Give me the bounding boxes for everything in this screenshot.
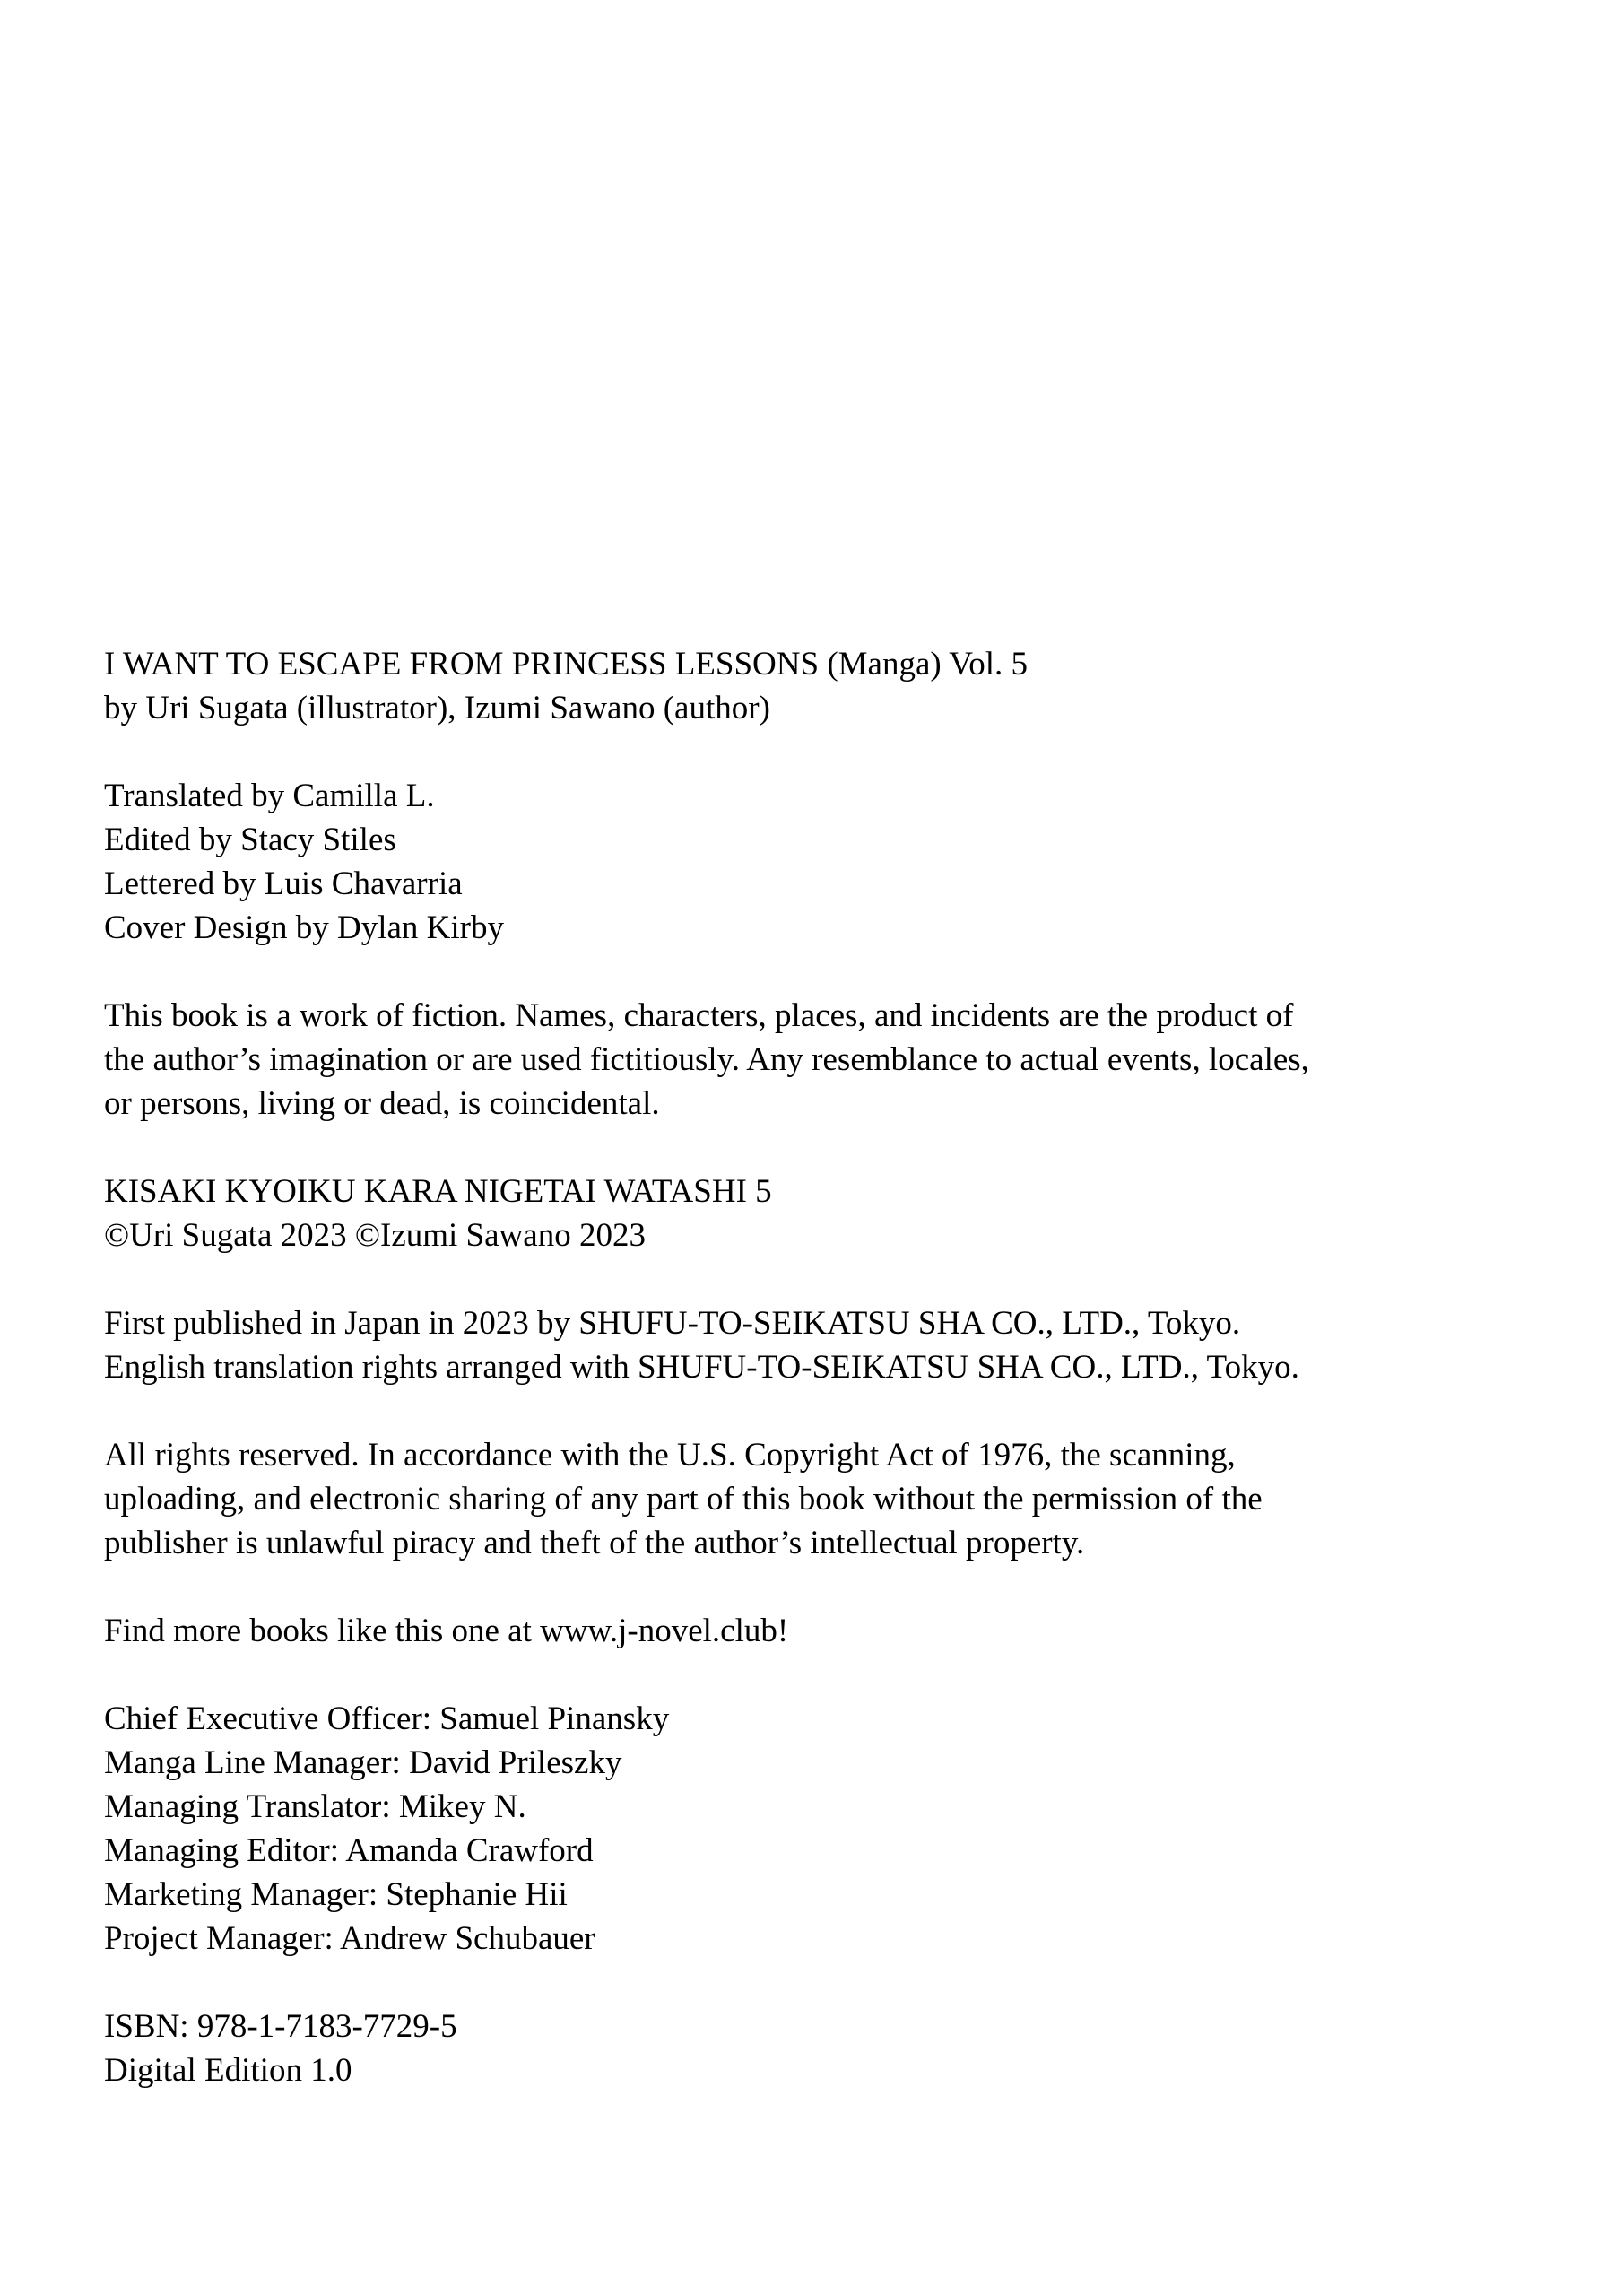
colophon-text-block	[104, 642, 1503, 2092]
fiction-disclaimer-block	[104, 994, 1503, 1126]
staff-managing-translator: Managing Translator: Mikey N.	[104, 1788, 526, 1825]
rights-notice-block	[104, 1433, 1503, 1565]
publication-block	[104, 1301, 1503, 1389]
edition-block	[104, 2005, 1503, 2092]
publication-line: English translation rights arranged with SHUFU-TO-SEIKATSU SHA CO., LTD., Tokyo.	[104, 1349, 1299, 1386]
copyright-line: ©Uri Sugata 2023 ©Izumi Sawano 2023	[104, 1217, 646, 1254]
isbn-line: ISBN: 978-1-7183-7729-5	[104, 2008, 457, 2045]
credit-cover-designer: Cover Design by Dylan Kirby	[104, 909, 504, 946]
staff-managing-editor: Managing Editor: Amanda Crawford	[104, 1832, 594, 1869]
find-more-line: Find more books like this one at www.j-novel.club!	[104, 1613, 789, 1649]
publication-line: First published in Japan in 2023 by SHUFU-TO-SEIKATSU SHA CO., LTD., Tokyo.	[104, 1305, 1241, 1342]
rights-notice-line: uploading, and electronic sharing of any part of this book without the permission of the	[104, 1481, 1263, 1518]
japanese-romaji-title: KISAKI KYOIKU KARA NIGETAI WATASHI 5	[104, 1173, 772, 1210]
promo-block	[104, 1609, 1503, 1653]
staff-project-manager: Project Manager: Andrew Schubauer	[104, 1920, 595, 1957]
staff-manga-line-manager: Manga Line Manager: David Prileszky	[104, 1744, 622, 1781]
book-title: I WANT TO ESCAPE FROM PRINCESS LESSONS (Manga) Vol. 5	[104, 646, 1029, 683]
staff-marketing-manager: Marketing Manager: Stephanie Hii	[104, 1876, 568, 1913]
rights-notice-line: publisher is unlawful piracy and theft of the author’s intellectual property.	[104, 1525, 1085, 1561]
fiction-disclaimer-line: or persons, living or dead, is coincidental.	[104, 1085, 660, 1122]
fiction-disclaimer-line: the author’s imagination or are used fictitiously. Any resemblance to actual events, locales,	[104, 1041, 1309, 1078]
credits-block	[104, 774, 1503, 950]
japanese-title-block	[104, 1170, 1503, 1257]
fiction-disclaimer-line: This book is a work of fiction. Names, characters, places, and incidents are the product of	[104, 997, 1294, 1034]
staff-ceo: Chief Executive Officer: Samuel Pinansky	[104, 1700, 670, 1737]
credit-editor: Edited by Stacy Stiles	[104, 822, 396, 858]
book-byline: by Uri Sugata (illustrator), Izumi Sawano (author)	[104, 690, 770, 726]
credit-letterer: Lettered by Luis Chavarria	[104, 865, 463, 902]
staff-block	[104, 1697, 1503, 1961]
title-block	[104, 642, 1503, 730]
credit-translator: Translated by Camilla L.	[104, 778, 435, 814]
digital-edition-line: Digital Edition 1.0	[104, 2052, 352, 2089]
rights-notice-line: All rights reserved. In accordance with the U.S. Copyright Act of 1976, the scanning,	[104, 1437, 1236, 1474]
